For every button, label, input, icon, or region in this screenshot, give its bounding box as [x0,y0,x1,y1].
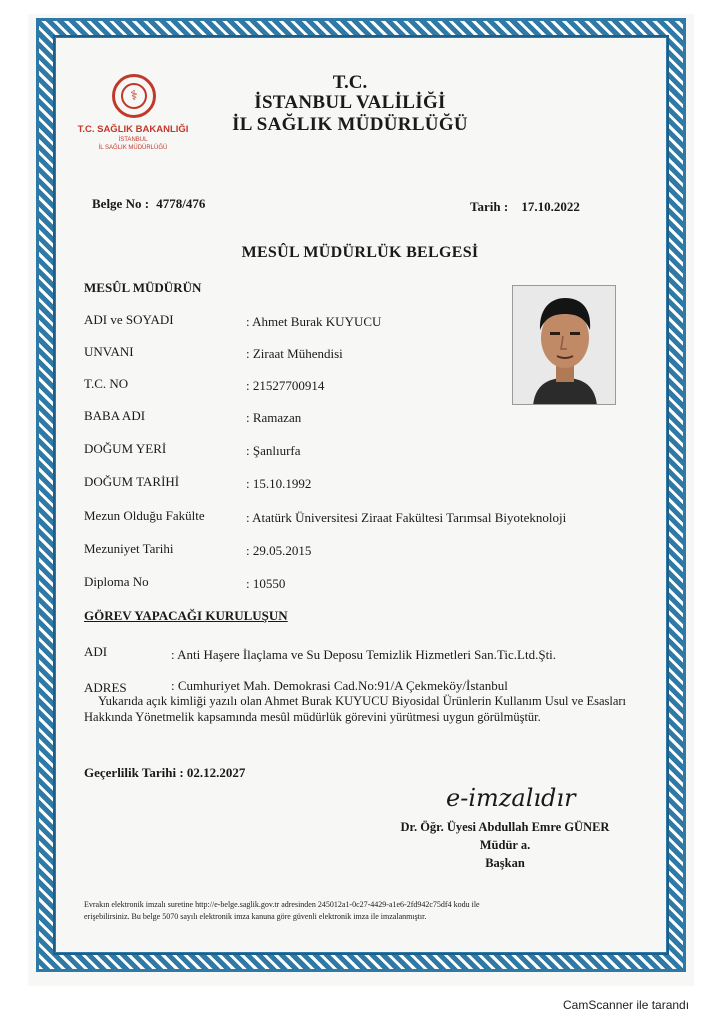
document-number-label: Belge No : [92,196,150,211]
logo-text-directorate: İL SAĞLIK MÜDÜRLÜĞÜ [98,145,168,151]
health-ministry-emblem-icon [112,74,156,118]
header-line-2: İSTANBUL VALİLİĞİ [254,92,446,113]
field-label: Mezuniyet Tarihi [84,541,174,556]
field-value: : 10550 [246,576,286,591]
field-value: : 21527700914 [246,378,325,393]
section-organization: GÖREV YAPACAĞI KURULUŞUN [84,608,288,623]
org-name-label: ADI [84,644,108,659]
org-address-label: ADRES [84,680,127,695]
signer-role-2: Başkan [485,856,525,870]
field-label: Diploma No [84,574,149,589]
field-value: : Şanlıurfa [246,443,301,458]
logo-text-city: İSTANBUL [118,137,148,143]
field-label: Mezun Olduğu Fakülte [84,508,205,523]
header-line-3: İL SAĞLIK MÜDÜRLÜĞÜ [232,114,468,135]
field-label: DOĞUM TARİHİ [84,474,180,489]
header-line-1: T.C. [332,72,368,93]
logo-text-ministry: T.C. SAĞLIK BAKANLIĞI [77,124,189,135]
section-responsible-manager: MESÛL MÜDÜRÜN [84,280,202,295]
field-label: T.C. NO [84,376,129,391]
approval-paragraph: Yukarıda açık kimliği yazılı olan Ahmet Burak KUYUCU Biyosidal Ürünlerin Kullanım Usul ve Esasları Hakkında Yönetmelik kapsamında mesûl müdürlük görevini yürütmesi uygun görülmüştür. [84,694,627,724]
id-photo [512,285,616,405]
field-value: : Ahmet Burak KUYUCU [246,314,382,329]
e-signature-mark: e-imzalıdır [446,784,576,812]
document-number [92,196,205,212]
document-date [470,199,580,215]
signer-name: Dr. Öğr. Üyesi Abdullah Emre GÜNER [400,820,610,834]
footer-line-1: Evrakın elektronik imzalı suretine http://e-belge.saglik.gov.tr adresinden 245012a1-0c27-4429-a1e6-2fd942c75df4 kodu ile [84,900,480,909]
field-label: ADI ve SOYADI [84,312,174,327]
field-value: : Ziraat Mühendisi [246,346,343,361]
document-date-value: 17.10.2022 [521,199,580,214]
footer-line-2: erişebilirsiniz. Bu belge 5070 sayılı elektronik imza kanuna göre güvenli elektronik imza ile imzalanmıştır. [84,912,427,921]
signer-role-1: Müdür a. [479,838,531,852]
field-label: UNVANI [84,344,134,359]
document-date-label: Tarih : [470,199,509,214]
field-value: : Atatürk Üniversitesi Ziraat Fakültesi Tarımsal Biyoteknoloji [246,510,567,525]
document-title: MESÛL MÜDÜRLÜK BELGESİ [241,244,479,261]
field-label: DOĞUM YERİ [84,441,167,456]
field-label: BABA ADI [84,408,146,423]
org-address-value: : Cumhuriyet Mah. Demokrasi Cad.No:91/A Çekmeköy/İstanbul [171,678,508,693]
caduceus-icon: ⚕ [121,83,147,109]
field-value: : 15.10.1992 [246,476,312,491]
document-number-value: 4778/476 [156,196,206,211]
org-name-value: : Anti Haşere İlaçlama ve Su Deposu Temizlik Hizmetleri San.Tic.Ltd.Şti. [171,647,557,662]
scanner-watermark: CamScanner ile tarandı [563,998,690,1012]
field-value: : Ramazan [246,410,302,425]
field-value: : 29.05.2015 [246,543,312,558]
portrait-icon [513,286,616,405]
validity-date: Geçerlilik Tarihi : 02.12.2027 [84,765,246,780]
